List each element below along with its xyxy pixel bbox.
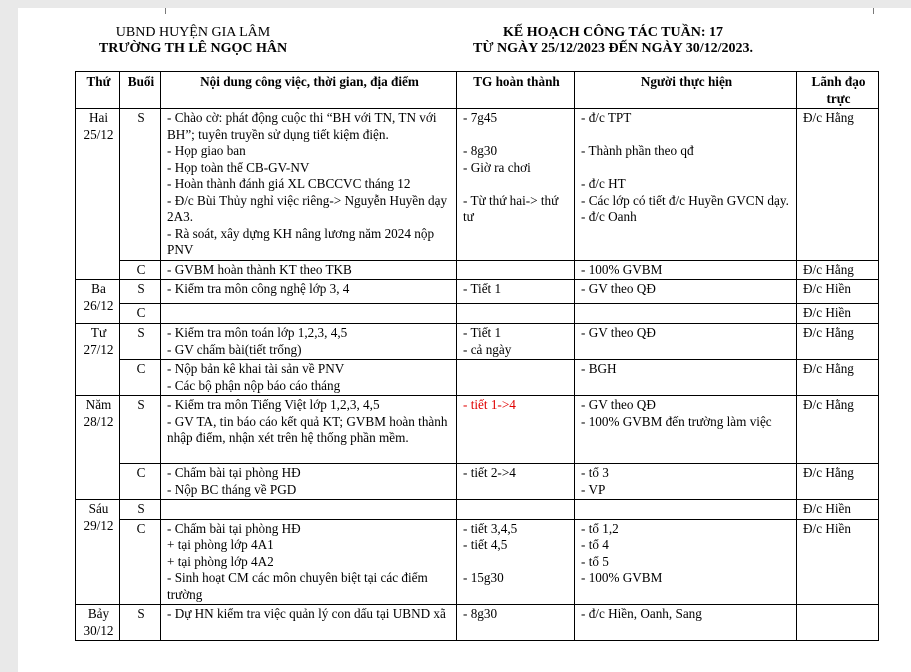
deadline-cell — [457, 260, 575, 280]
person-cell: - đ/c TPT - Thành phần theo qđ - đ/c HT - Các lớp có tiết đ/c Huyền GVCN dạy. - đ/c Oanh — [575, 109, 797, 261]
table-row — [76, 500, 879, 520]
header-left — [78, 25, 308, 57]
content-cell — [161, 500, 457, 520]
person-cell: - BGH — [575, 360, 797, 396]
page-corner-mark — [165, 8, 166, 14]
session-cell: C — [120, 260, 161, 280]
deadline-cell — [457, 360, 575, 396]
session-cell: C — [120, 464, 161, 500]
content-cell — [161, 304, 457, 324]
leader-cell: Đ/c Hằng — [797, 324, 879, 360]
person-cell: - GV theo QĐ — [575, 280, 797, 304]
content-cell: - Dự HN kiểm tra việc quản lý con dấu tại UBND xã — [161, 605, 457, 641]
table-row — [76, 360, 879, 396]
day-cell: Năm 28/12 — [76, 396, 120, 500]
leader-cell: Đ/c Hằng — [797, 360, 879, 396]
col-header-day: Thứ — [76, 72, 120, 109]
school-name: TRƯỜNG TH LÊ NGỌC HÂN — [98, 41, 288, 56]
deadline-cell: - 8g30 — [457, 605, 575, 641]
person-cell: - GV theo QĐ — [575, 324, 797, 360]
day-cell: Sáu 29/12 — [76, 500, 120, 605]
plan-date-range: TỪ NGÀY 25/12/2023 ĐẾN NGÀY 30/12/2023. — [473, 41, 753, 56]
session-cell: C — [120, 304, 161, 324]
content-cell: - Kiểm tra môn toán lớp 1,2,3, 4,5 - GV chấm bài(tiết trống) — [161, 324, 457, 360]
person-cell: - đ/c Hiền, Oanh, Sang — [575, 605, 797, 641]
session-cell: S — [120, 396, 161, 464]
leader-cell: Đ/c Hằng — [797, 260, 879, 280]
deadline-cell — [457, 304, 575, 324]
session-cell: S — [120, 500, 161, 520]
session-cell: C — [120, 360, 161, 396]
content-cell: - Kiểm tra môn Tiếng Việt lớp 1,2,3, 4,5 - GV TA, tin báo cáo kết quả KT; GVBM hoàn thành nhập điểm, nhận xét trên hệ thống phần mềm. — [161, 396, 457, 464]
deadline-cell: - Tiết 1 - cả ngày — [457, 324, 575, 360]
leader-cell: Đ/c Hằng — [797, 396, 879, 464]
leader-cell: Đ/c Hiền — [797, 500, 879, 520]
content-cell: - Nộp bản kê khai tài sản về PNV - Các bộ phận nộp báo cáo tháng — [161, 360, 457, 396]
table-row — [76, 396, 879, 464]
day-cell: Tư 27/12 — [76, 324, 120, 396]
leader-cell: Đ/c Hằng — [797, 464, 879, 500]
col-header-person: Người thực hiện — [575, 72, 797, 109]
deadline-cell: - Tiết 1 — [457, 280, 575, 304]
person-cell: - GV theo QĐ - 100% GVBM đến trường làm việc — [575, 396, 797, 464]
session-cell: S — [120, 280, 161, 304]
content-cell: - Chào cờ: phát động cuộc thi “BH với TN, TN với BH”; tuyên truyền sử dụng tiết kiệm điện. - Họp giao ban - Họp toàn thể CB-GV-NV - Hoàn thành đánh giá XL CBCCVC tháng 12 - Đ/c Bùi Thủy nghỉ việc riêng-> Nguyễn Huyền dạy 2A3. - Rà soát, xây dựng KH nâng lương năm 2024 nộp PNV — [161, 109, 457, 261]
table-row — [76, 260, 879, 280]
content-cell: - Kiểm tra môn công nghệ lớp 3, 4 — [161, 280, 457, 304]
content-cell: - Chấm bài tại phòng HĐ + tại phòng lớp 4A1 + tại phòng lớp 4A2 - Sinh hoạt CM các môn chuyên biệt tại các điểm trường — [161, 519, 457, 605]
table-row — [76, 519, 879, 605]
content-cell: - GVBM hoàn thành KT theo TKB — [161, 260, 457, 280]
table-row — [76, 280, 879, 304]
table-row — [76, 304, 879, 324]
leader-cell: Đ/c Hiền — [797, 304, 879, 324]
deadline-cell — [457, 500, 575, 520]
col-header-session: Buổi — [120, 72, 161, 109]
person-cell: - tổ 1,2 - tổ 4 - tổ 5 - 100% GVBM — [575, 519, 797, 605]
session-cell: S — [120, 605, 161, 641]
person-cell — [575, 304, 797, 324]
header-right — [463, 25, 763, 57]
person-cell: - tổ 3 - VP — [575, 464, 797, 500]
person-cell: - 100% GVBM — [575, 260, 797, 280]
plan-title: KẾ HOẠCH CÔNG TÁC TUẦN: 17 — [502, 25, 723, 40]
page-corner-mark — [873, 8, 874, 14]
district-name: UBND HUYỆN GIA LÂM — [115, 25, 271, 40]
col-header-leader: Lãnh đạo trực — [797, 72, 879, 109]
day-cell: Ba 26/12 — [76, 280, 120, 324]
col-header-deadline: TG hoàn thành — [457, 72, 575, 109]
table-row — [76, 464, 879, 500]
person-cell — [575, 500, 797, 520]
day-cell: Hai 25/12 — [76, 109, 120, 280]
document-page — [18, 8, 911, 672]
session-cell: S — [120, 324, 161, 360]
leader-cell — [797, 605, 879, 641]
deadline-cell: - tiết 2->4 — [457, 464, 575, 500]
table-header-row — [76, 72, 879, 109]
schedule-table — [75, 71, 879, 641]
table-row — [76, 109, 879, 261]
session-cell: S — [120, 109, 161, 261]
deadline-cell: - tiết 3,4,5 - tiết 4,5 - 15g30 — [457, 519, 575, 605]
leader-cell: Đ/c Hiền — [797, 519, 879, 605]
content-cell: - Chấm bài tại phòng HĐ - Nộp BC tháng về PGD — [161, 464, 457, 500]
col-header-content: Nội dung công việc, thời gian, địa điểm — [161, 72, 457, 109]
deadline-cell: - tiết 1->4 — [457, 396, 575, 464]
leader-cell: Đ/c Hiền — [797, 280, 879, 304]
day-cell: Bảy 30/12 — [76, 605, 120, 641]
leader-cell: Đ/c Hằng — [797, 109, 879, 261]
deadline-cell: - 7g45 - 8g30 - Giờ ra chơi - Từ thứ hai-> thứ tư — [457, 109, 575, 261]
session-cell: C — [120, 519, 161, 605]
table-row — [76, 324, 879, 360]
table-row — [76, 605, 879, 641]
